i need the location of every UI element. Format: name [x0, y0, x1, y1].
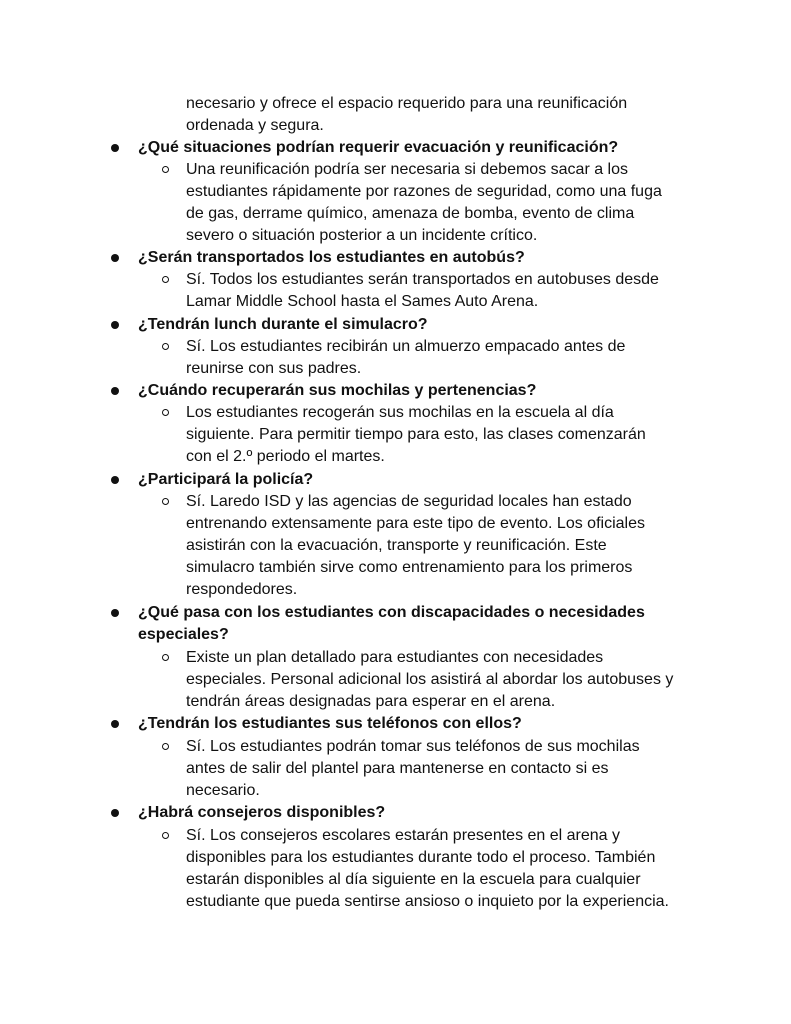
circle-bullet-icon — [162, 654, 169, 661]
circle-bullet-icon — [162, 409, 169, 416]
faq-answer-line: antes de salir del plantel para mantenerse en contacto si es — [186, 760, 609, 777]
faq-answer-line: con el 2.º periodo el martes. — [186, 448, 385, 465]
faq-answer-line: Una reunificación podría ser necesaria si debemos sacar a los — [186, 161, 629, 178]
faq-answer-line: Sí. Los estudiantes recibirán un almuerzo empacado antes de — [186, 338, 626, 355]
faq-answer-line: disponibles para los estudiantes durante todo el proceso. También — [186, 849, 656, 866]
intro-line: ordenada y segura. — [186, 117, 324, 134]
bullet-icon — [111, 720, 119, 728]
faq-question: ¿Tendrán lunch durante el simulacro? — [138, 316, 428, 333]
bullet-icon — [111, 476, 119, 484]
circle-bullet-icon — [162, 498, 169, 505]
faq-question: ¿Participará la policía? — [138, 471, 314, 488]
faq-answer-line: siguiente. Para permitir tiempo para esto, las clases comenzarán — [186, 426, 646, 443]
faq-answer-line: Sí. Laredo ISD y las agencias de seguridad locales han estado — [186, 493, 632, 510]
faq-answer-line: de gas, derrame químico, amenaza de bomba, evento de clima — [186, 205, 635, 222]
faq-question: ¿Qué situaciones podrían requerir evacuación y reunificación? — [138, 139, 619, 156]
faq-answer-line: Sí. Los consejeros escolares estarán presentes en el arena y — [186, 827, 621, 844]
faq-question: ¿Habrá consejeros disponibles? — [138, 804, 386, 821]
faq-question: ¿Cuándo recuperarán sus mochilas y pertenencias? — [138, 382, 537, 399]
faq-question: ¿Qué pasa con los estudiantes con discapacidades o necesidades — [138, 604, 645, 621]
intro-line: necesario y ofrece el espacio requerido para una reunificación — [186, 95, 628, 112]
faq-answer-line: asistirán con la evacuación, transporte y reunificación. Este — [186, 537, 607, 554]
faq-answer-line: Sí. Todos los estudiantes serán transportados en autobuses desde — [186, 271, 659, 288]
faq-answer-line: entrenando extensamente para este tipo de evento. Los oficiales — [186, 515, 645, 532]
circle-bullet-icon — [162, 276, 169, 283]
bullet-icon — [111, 144, 119, 152]
circle-bullet-icon — [162, 166, 169, 173]
faq-question: especiales? — [138, 626, 229, 643]
faq-answer-line: Lamar Middle School hasta el Sames Auto Arena. — [186, 293, 539, 310]
faq-answer-line: Existe un plan detallado para estudiantes con necesidades — [186, 649, 604, 666]
bullet-icon — [111, 609, 119, 617]
faq-question: ¿Tendrán los estudiantes sus teléfonos con ellos? — [138, 715, 522, 732]
faq-answer-line: simulacro también sirve como entrenamiento para los primeros — [186, 559, 633, 576]
circle-bullet-icon — [162, 743, 169, 750]
faq-answer-line: estudiantes rápidamente por razones de seguridad, como una fuga — [186, 183, 662, 200]
bullet-icon — [111, 387, 119, 395]
circle-bullet-icon — [162, 832, 169, 839]
bullet-icon — [111, 321, 119, 329]
faq-answer-line: estarán disponibles al día siguiente en la escuela para cualquier — [186, 871, 641, 888]
faq-answer-line: reunirse con sus padres. — [186, 360, 362, 377]
bullet-icon — [111, 809, 119, 817]
faq-answer-line: tendrán áreas designadas para esperar en el arena. — [186, 693, 556, 710]
faq-answer-line: respondedores. — [186, 581, 298, 598]
circle-bullet-icon — [162, 343, 169, 350]
faq-answer-line: Sí. Los estudiantes podrán tomar sus teléfonos de sus mochilas — [186, 738, 640, 755]
faq-answer-line: necesario. — [186, 782, 260, 799]
bullet-icon — [111, 254, 119, 262]
faq-answer-line: severo o situación posterior a un incidente crítico. — [186, 227, 538, 244]
faq-answer-line: especiales. Personal adicional los asistirá al abordar los autobuses y — [186, 671, 674, 688]
faq-answer-line: Los estudiantes recogerán sus mochilas en la escuela al día — [186, 404, 614, 421]
faq-answer-line: estudiante que pueda sentirse ansioso o inquieto por la experiencia. — [186, 893, 669, 910]
faq-question: ¿Serán transportados los estudiantes en autobús? — [138, 249, 525, 266]
